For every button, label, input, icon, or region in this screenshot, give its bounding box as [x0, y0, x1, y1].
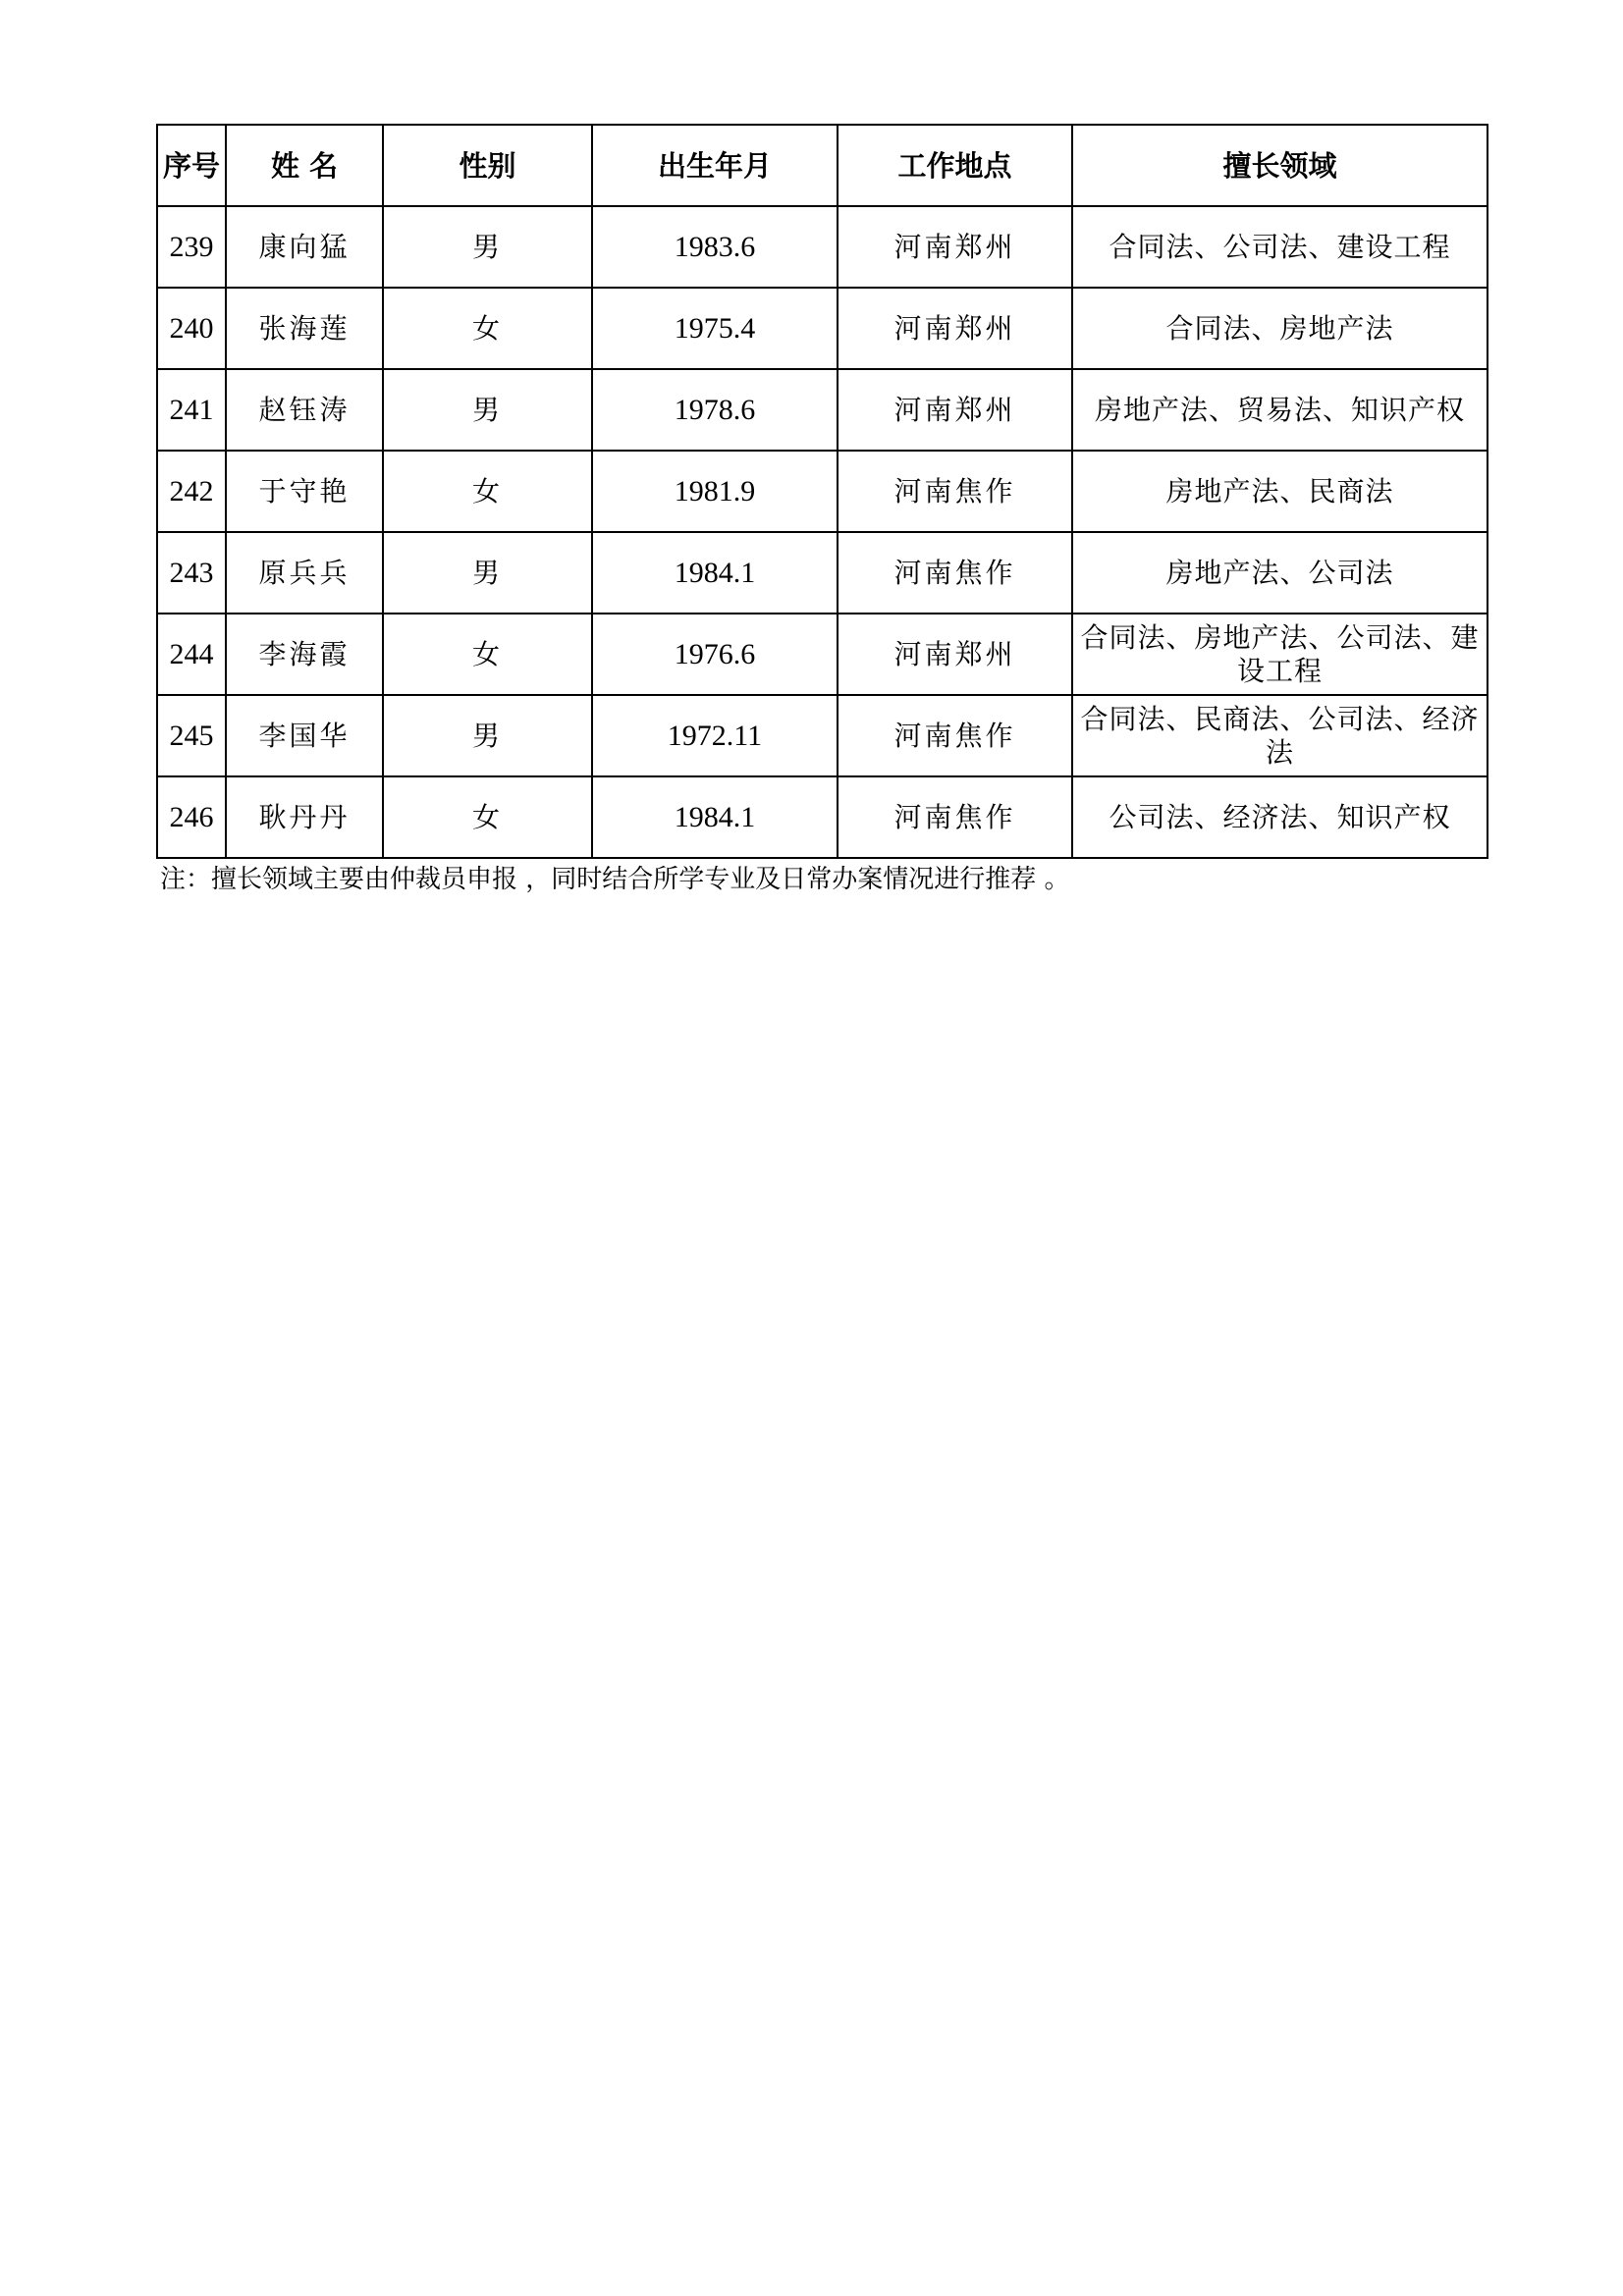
cell-serial-no: 241: [157, 369, 226, 451]
cell-gender: 女: [383, 776, 592, 858]
cell-work-location: 河南郑州: [838, 206, 1072, 288]
cell-expertise: 合同法、公司法、建设工程: [1072, 206, 1488, 288]
cell-expertise: 公司法、经济法、知识产权: [1072, 776, 1488, 858]
cell-gender: 男: [383, 206, 592, 288]
cell-serial-no: 246: [157, 776, 226, 858]
cell-name: 张海莲: [226, 288, 383, 369]
cell-expertise: 合同法、房地产法、公司法、建设工程: [1072, 614, 1488, 695]
cell-gender: 女: [383, 288, 592, 369]
cell-birth-date: 1981.9: [592, 451, 838, 532]
cell-serial-no: 245: [157, 695, 226, 776]
table-row: [157, 206, 1488, 288]
cell-serial-no: 243: [157, 532, 226, 614]
header-gender: 性别: [383, 125, 592, 206]
table-row: [157, 614, 1488, 695]
cell-birth-date: 1978.6: [592, 369, 838, 451]
cell-expertise: 合同法、房地产法: [1072, 288, 1488, 369]
cell-serial-no: 240: [157, 288, 226, 369]
table-row: [157, 776, 1488, 858]
header-serial-no: 序号: [157, 125, 226, 206]
cell-name: 赵钰涛: [226, 369, 383, 451]
cell-birth-date: 1984.1: [592, 776, 838, 858]
cell-gender: 男: [383, 695, 592, 776]
cell-name: 李海霞: [226, 614, 383, 695]
table-row: [157, 451, 1488, 532]
cell-expertise: 房地产法、贸易法、知识产权: [1072, 369, 1488, 451]
cell-work-location: 河南焦作: [838, 695, 1072, 776]
arbitrator-table: [156, 124, 1488, 859]
header-name: 姓 名: [226, 125, 383, 206]
table-row: [157, 695, 1488, 776]
cell-birth-date: 1972.11: [592, 695, 838, 776]
cell-serial-no: 242: [157, 451, 226, 532]
cell-gender: 女: [383, 451, 592, 532]
table-row: [157, 369, 1488, 451]
cell-birth-date: 1983.6: [592, 206, 838, 288]
cell-work-location: 河南焦作: [838, 451, 1072, 532]
cell-serial-no: 244: [157, 614, 226, 695]
cell-birth-date: 1984.1: [592, 532, 838, 614]
cell-birth-date: 1976.6: [592, 614, 838, 695]
cell-expertise: 合同法、民商法、公司法、经济法: [1072, 695, 1488, 776]
table-header-row: [157, 125, 1488, 206]
cell-work-location: 河南焦作: [838, 532, 1072, 614]
table-row: [157, 532, 1488, 614]
cell-expertise: 房地产法、公司法: [1072, 532, 1488, 614]
header-expertise: 擅长领域: [1072, 125, 1488, 206]
cell-serial-no: 239: [157, 206, 226, 288]
cell-work-location: 河南焦作: [838, 776, 1072, 858]
cell-gender: 女: [383, 614, 592, 695]
cell-name: 原兵兵: [226, 532, 383, 614]
cell-gender: 男: [383, 369, 592, 451]
cell-name: 康向猛: [226, 206, 383, 288]
footnote: 注：擅长领域主要由仲裁员申报 ，同时结合所学专业及日常办案情况进行推荐 。: [160, 865, 1070, 894]
cell-work-location: 河南郑州: [838, 369, 1072, 451]
cell-name: 于守艳: [226, 451, 383, 532]
header-work-location: 工作地点: [838, 125, 1072, 206]
cell-expertise: 房地产法、民商法: [1072, 451, 1488, 532]
cell-birth-date: 1975.4: [592, 288, 838, 369]
cell-name: 李国华: [226, 695, 383, 776]
cell-work-location: 河南郑州: [838, 614, 1072, 695]
header-birth-date: 出生年月: [592, 125, 838, 206]
cell-work-location: 河南郑州: [838, 288, 1072, 369]
table-row: [157, 288, 1488, 369]
cell-name: 耿丹丹: [226, 776, 383, 858]
cell-gender: 男: [383, 532, 592, 614]
